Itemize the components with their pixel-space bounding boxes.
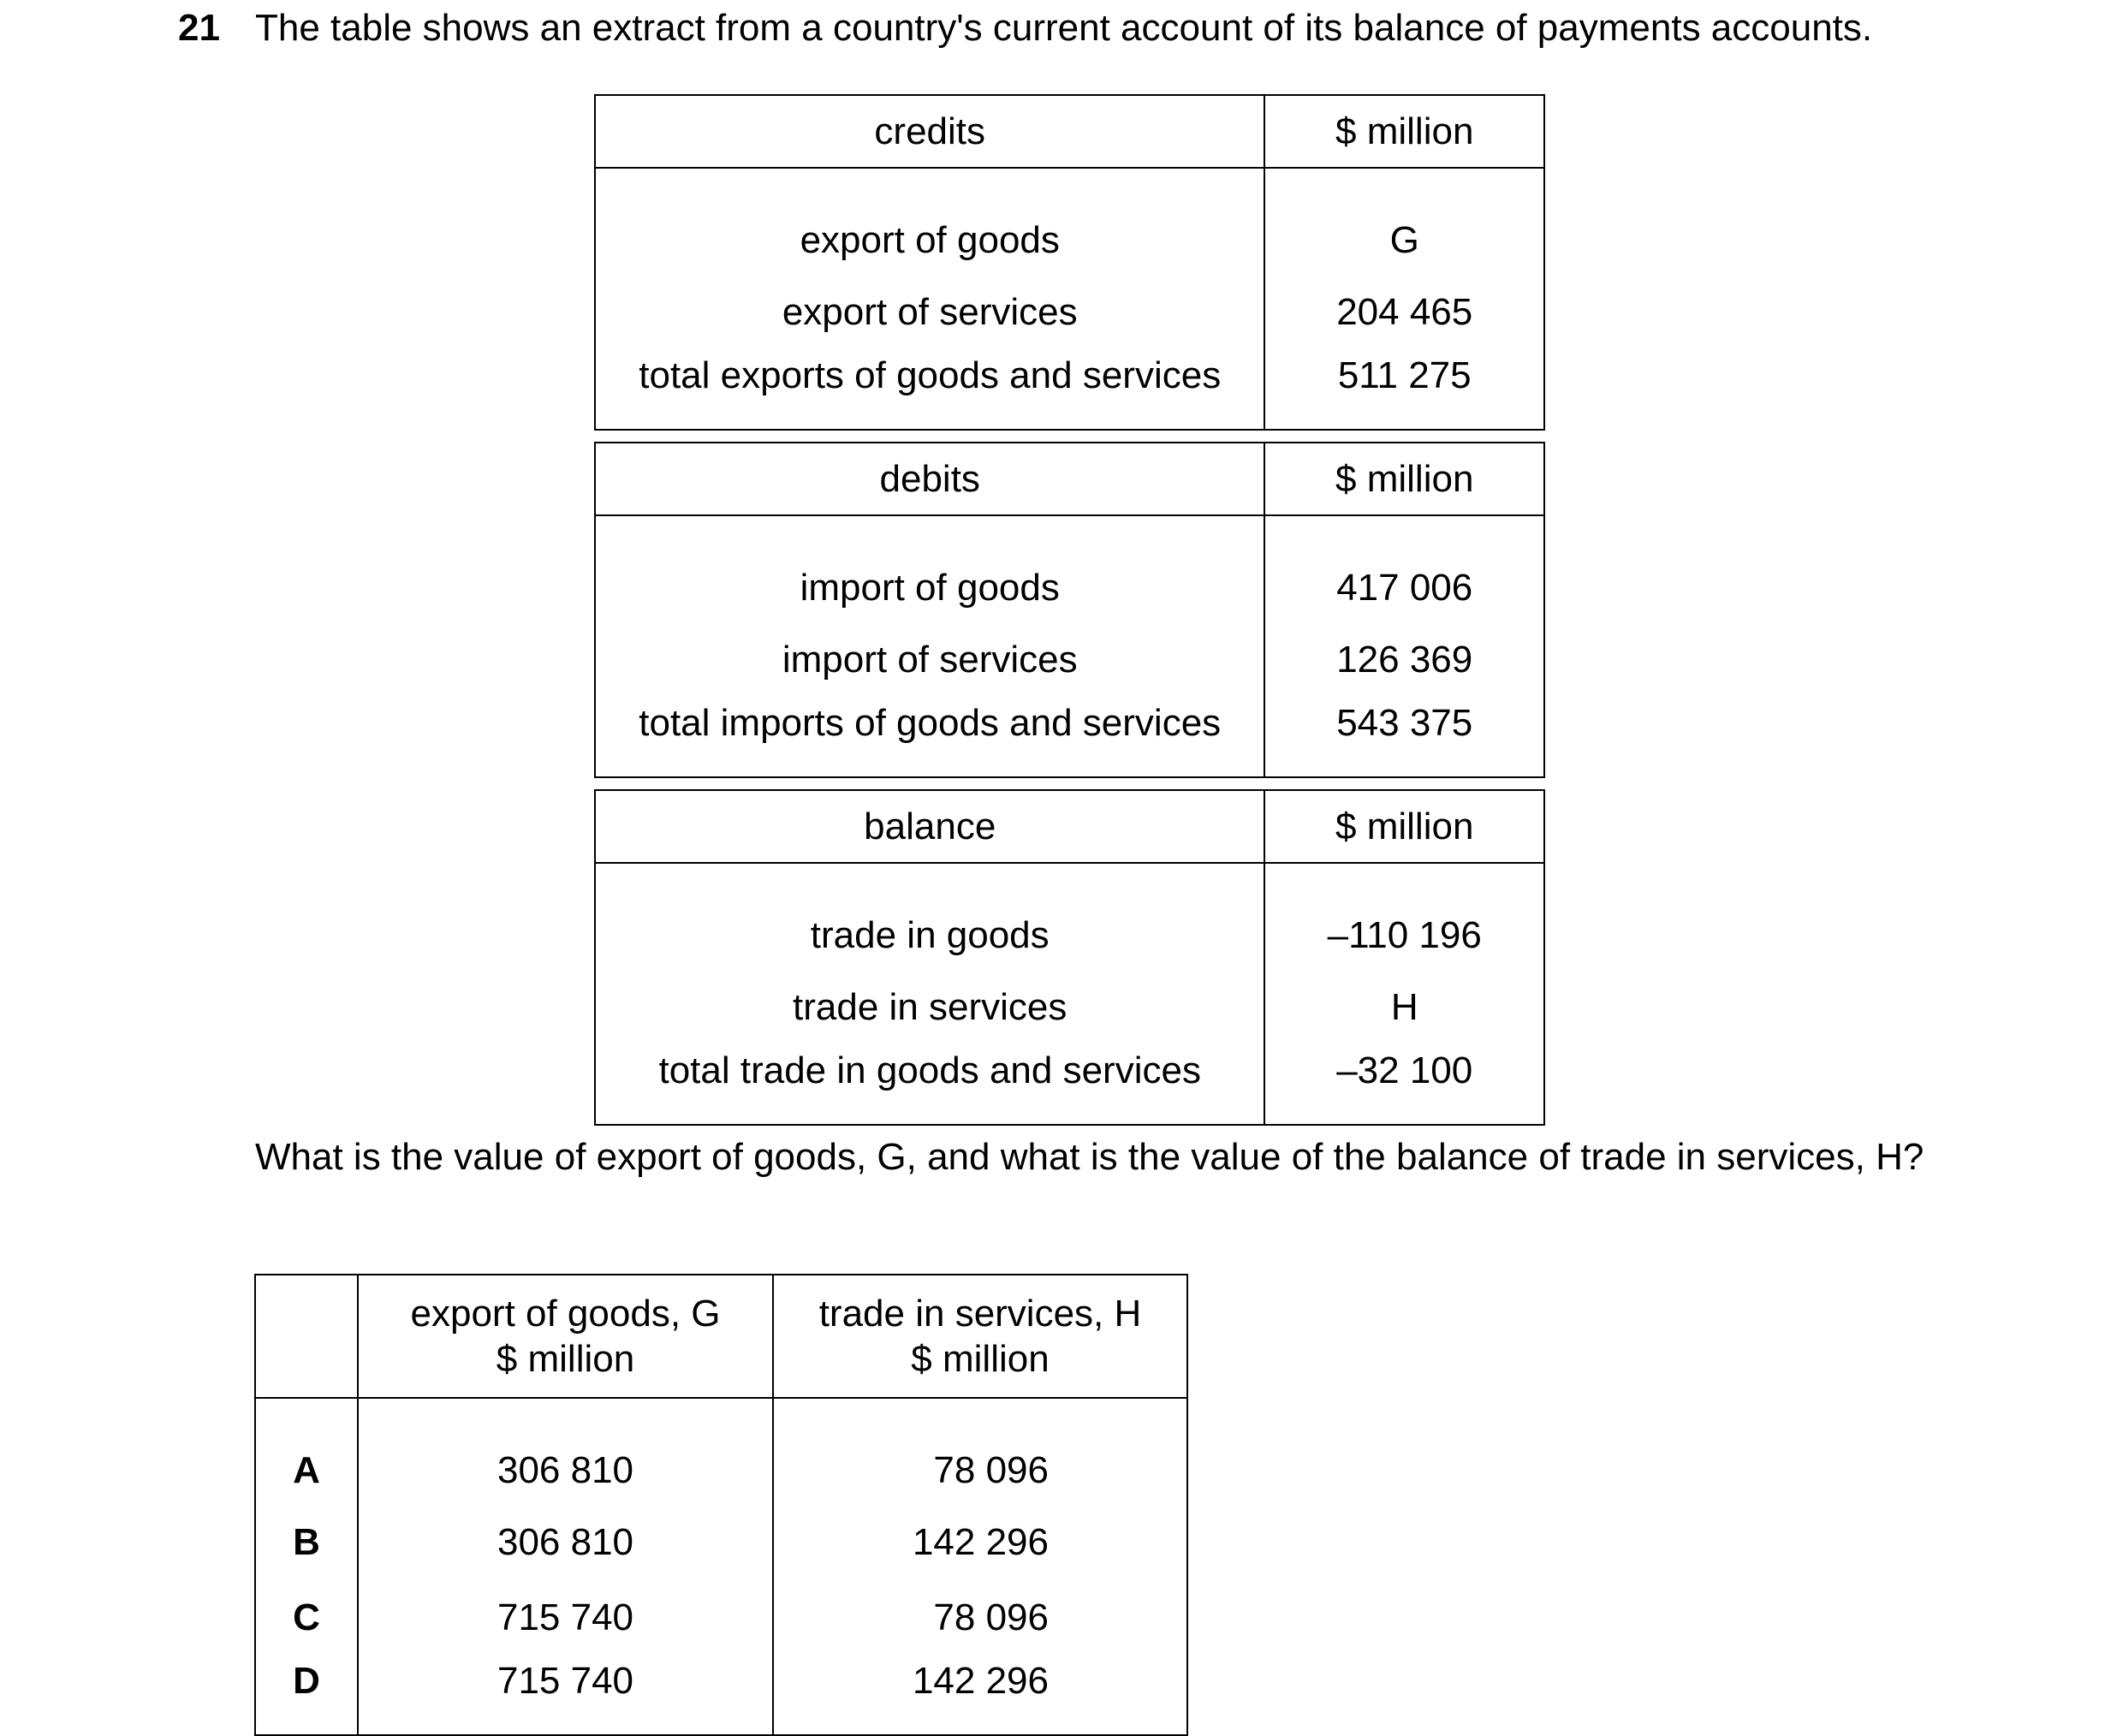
row-value: G [1264,168,1544,275]
option-row-c[interactable] [255,1580,1187,1656]
row-value: 204 465 [1264,275,1544,350]
row-label: export of goods [595,168,1264,275]
option-g-value: 306 810 [358,1398,773,1505]
option-key[interactable]: B [255,1505,358,1580]
row-label: export of services [595,275,1264,350]
table-row [595,970,1544,1045]
export-goods-header [358,1275,773,1398]
row-value: 126 369 [1264,622,1544,698]
option-key[interactable]: D [255,1656,358,1735]
row-label: trade in goods [595,863,1264,970]
option-row-a[interactable] [255,1398,1187,1505]
answer-options-table [254,1274,1188,1736]
debits-table [594,442,1545,778]
option-h-value [773,1580,1187,1656]
header-line: export of goods, G [410,1293,721,1335]
debits-header: debits [595,443,1264,515]
option-h-text: 142 296 [912,1660,1049,1702]
balance-header: balance [595,790,1264,863]
empty-header-cell [255,1275,358,1398]
row-label: import of goods [595,515,1264,622]
question-prompt: What is the value of export of goods, G, and what is the value of the balance of trade in services, H? [255,1136,1924,1178]
table-row [595,168,1544,275]
row-value: 543 375 [1264,698,1544,777]
option-h-text: 142 296 [912,1521,1049,1563]
option-row-d[interactable] [255,1656,1187,1735]
option-g-value: 306 810 [358,1505,773,1580]
option-g-value: 715 740 [358,1656,773,1735]
credits-header: credits [595,95,1264,168]
row-label: trade in services [595,970,1264,1045]
option-h-value [773,1398,1187,1505]
option-h-value [773,1656,1187,1735]
table-row [595,863,1544,970]
unit-header: $ million [1264,443,1544,515]
row-value: 417 006 [1264,515,1544,622]
option-h-text: 78 096 [933,1449,1049,1491]
unit-header: $ million [1264,790,1544,863]
option-key[interactable]: C [255,1580,358,1656]
row-value: –110 196 [1264,863,1544,970]
row-value: –32 100 [1264,1045,1544,1125]
table-row [595,698,1544,777]
row-label: total exports of goods and services [595,350,1264,430]
header-unit: $ million [911,1338,1050,1380]
table-row [595,515,1544,622]
table-header-row [595,790,1544,863]
row-value: H [1264,970,1544,1045]
table-header-row [595,95,1544,168]
table-row [595,1045,1544,1125]
option-h-value [773,1505,1187,1580]
table-row [595,622,1544,698]
option-row-b[interactable] [255,1505,1187,1580]
question-stem: The table shows an extract from a country's current account of its balance of payments accounts. [255,7,1873,49]
table-row [595,350,1544,430]
table-row [595,275,1544,350]
table-header-row [595,443,1544,515]
question-number: 21 [178,7,220,49]
option-key[interactable]: A [255,1398,358,1505]
row-label: total imports of goods and services [595,698,1264,777]
table-header-row [255,1275,1187,1398]
credits-table [594,94,1545,431]
balance-table [594,789,1545,1126]
row-value: 511 275 [1264,350,1544,430]
trade-services-header [773,1275,1187,1398]
header-unit: $ million [496,1338,635,1380]
header-line: trade in services, H [818,1293,1142,1335]
option-h-text: 78 096 [933,1596,1049,1638]
unit-header: $ million [1264,95,1544,168]
row-label: import of services [595,622,1264,698]
option-g-value: 715 740 [358,1580,773,1656]
row-label: total trade in goods and services [595,1045,1264,1125]
